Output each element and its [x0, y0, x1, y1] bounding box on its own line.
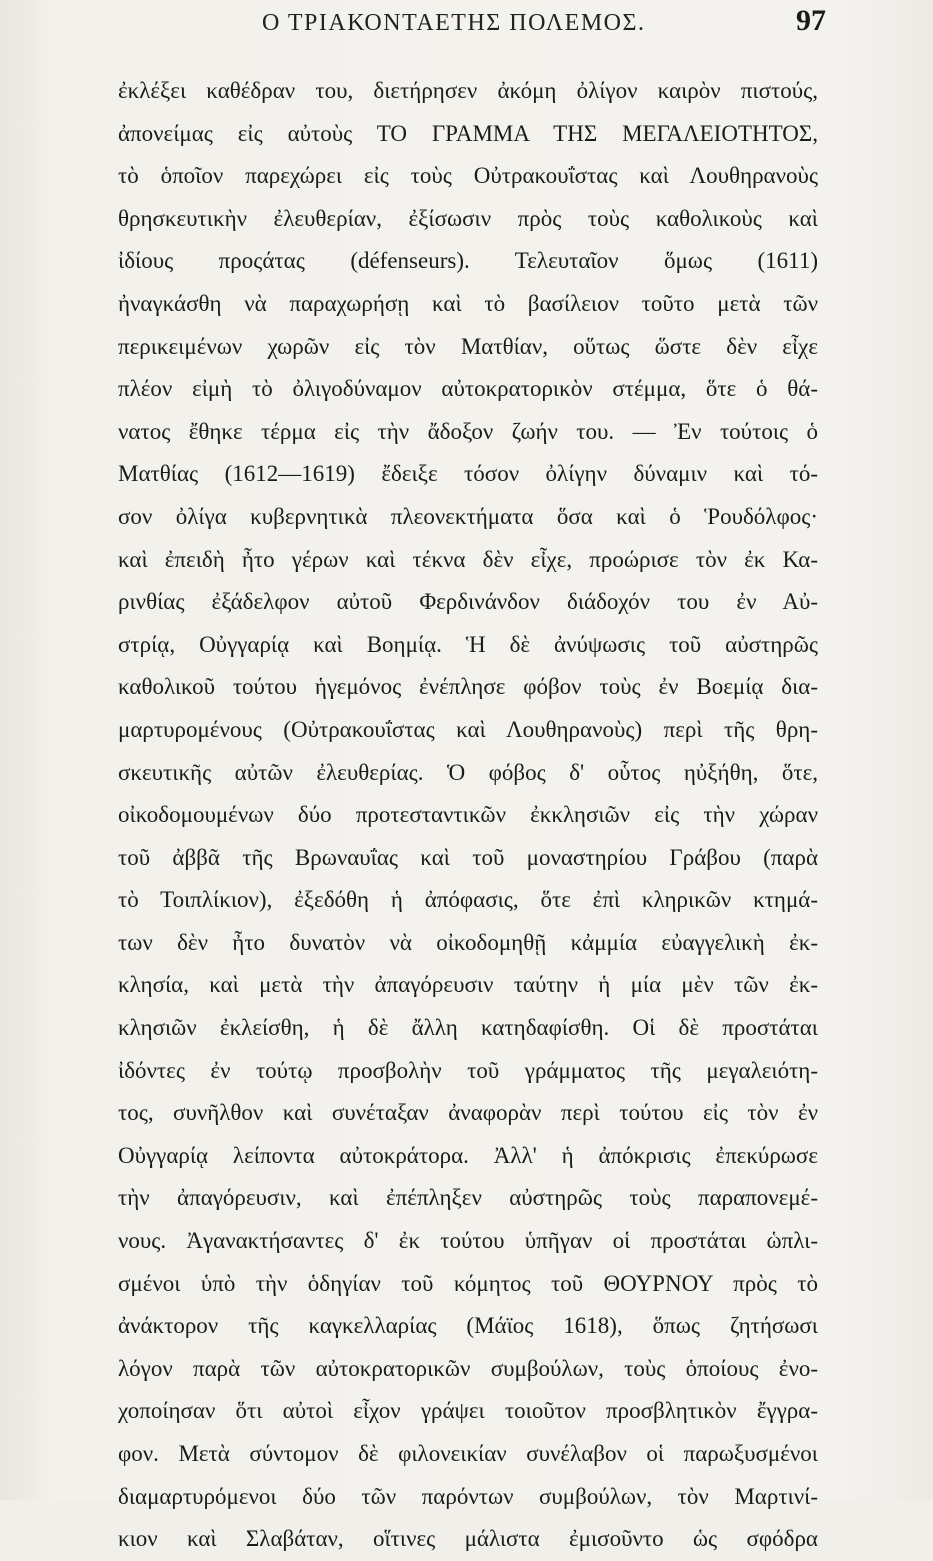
- text-line: ἀπονείμας εἰς αὐτοὺς ΤΟ ΓΡΑΜΜΑ ΤΗΣ ΜΕΓΑΛΕΙΟΤΗΤΟΣ,: [118, 120, 818, 146]
- text-line: καὶ ἐπειδὴ ἦτο γέρων καὶ τέκνα δὲν εἶχε, προώρισε τὸν ἐκ Κα-: [118, 546, 818, 572]
- running-head: Ο ΤΡΙΑΚΟΝΤΑΕΤΗΣ ΠΟΛΕΜΟΣ.: [262, 10, 646, 36]
- text-line: τοῦ ἀββᾶ τῆς Βρωναυΐας καὶ τοῦ μοναστηρίου Γράβου (παρὰ: [118, 844, 818, 870]
- text-line: κλησία, καὶ μετὰ τὴν ἀπαγόρευσιν ταύτην ἡ μία μὲν τῶν ἐκ-: [118, 972, 818, 998]
- text-line: τὴν ἀπαγόρευσιν, καὶ ἐπέπληξεν αὐστηρῶς τοὺς παραπονεμέ-: [118, 1185, 818, 1211]
- text-line: διαμαρτυρόμενοι δύο τῶν παρόντων συμβούλων, τὸν Μαρτινί-: [118, 1483, 818, 1509]
- text-line: περικειμένων χωρῶν εἰς τὸν Ματθίαν, οὕτως ὥστε δὲν εἶχε: [118, 333, 818, 359]
- text-line: κιον καὶ Σλαβάταν, οἵτινες μάλιστα ἐμισοῦντο ὡς σφόδρα: [118, 1526, 818, 1552]
- text-line: τὸ ὁποῖον παρεχώρει εἰς τοὺς Οὐτρακουΐστας καὶ Λουθηρανοὺς: [118, 163, 818, 189]
- page-number: 97: [796, 4, 826, 37]
- text-line: κλησιῶν ἐκλείσθη, ἡ δὲ ἄλλη κατηδαφίσθη. Οἱ δὲ προστάται: [118, 1015, 818, 1041]
- text-line: σκευτικῆς αὐτῶν ἐλευθερίας. Ὁ φόβος δ' οὗτος ηὐξήθη, ὅτε,: [118, 759, 818, 785]
- text-line: σμένοι ὑπὸ τὴν ὁδηγίαν τοῦ κόμητος τοῦ ΘΟΥΡΝΟΥ πρὸς τὸ: [118, 1270, 818, 1296]
- text-line: τος, συνῆλθον καὶ συνέταξαν ἀναφορὰν περὶ τούτου εἰς τὸν ἐν: [118, 1100, 818, 1126]
- text-line: φον. Μετὰ σύντομον δὲ φιλονεικίαν συνέλαβον οἱ παρωξυσμένοι: [118, 1441, 818, 1466]
- text-line: των δὲν ἦτο δυνατὸν νὰ οἰκοδομηθῇ κἀμμία εὐαγγελικὴ ἐκ-: [118, 929, 818, 955]
- text-line: σον ὀλίγα κυβερνητικὰ πλεονεκτήματα ὅσα καὶ ὁ Ῥουδόλφος·: [118, 503, 818, 529]
- text-line: πλέον εἰμὴ τὸ ὀλιγοδύναμον αὐτοκρατορικὸν στέμμα, ὅτε ὁ θά-: [118, 376, 818, 402]
- text-line: θρησκευτικὴν ἐλευθερίαν, ἐξίσωσιν πρὸς τοὺς καθολικοὺς καὶ: [118, 205, 818, 231]
- text-line: Ματθίας (1612—1619) ἔδειξε τόσον ὀλίγην δύναμιν καὶ τό-: [118, 461, 818, 487]
- text-line: στρίᾳ, Οὐγγαρίᾳ καὶ Βοημίᾳ. Ἡ δὲ ἀνύψωσις τοῦ αὐστηρῶς: [118, 631, 818, 657]
- text-line: ἰδόντες ἐν τούτῳ προσβολὴν τοῦ γράμματος τῆς μεγαλειότη-: [118, 1057, 818, 1083]
- text-line: ἰδίους προςάτας (défenseurs). Τελευταῖον ὅμως (1611): [118, 248, 818, 274]
- text-line: ρινθίας ἐξάδελφον αὐτοῦ Φερδινάνδον διάδοχόν του ἐν Αὐ-: [118, 589, 818, 615]
- text-line: καθολικοῦ τούτου ἡγεμόνος ἐνέπλησε φόβον τοὺς ἐν Βοεμίᾳ δια-: [118, 674, 818, 700]
- text-line: ἐκλέξει καθέδραν του, διετήρησεν ἀκόμη ὀλίγον καιρὸν πιστούς,: [118, 78, 818, 103]
- text-line: νατος ἔθηκε τέρμα εἰς τὴν ἄδοξον ζωήν του. — Ἐν τούτοις ὁ: [118, 418, 818, 444]
- text-line: χοποίησαν ὅτι αὐτοὶ εἶχον γράψει τοιοῦτον προσβλητικὸν ἔγγρα-: [118, 1398, 818, 1424]
- text-line: οἰκοδομουμένων δύο προτεσταντικῶν ἐκκλησιῶν εἰς τὴν χώραν: [118, 802, 818, 828]
- text-line: τὸ Τοιπλίκιον), ἐξεδόθη ἡ ἀπόφασις, ὅτε ἐπὶ κληρικῶν κτημά-: [118, 887, 818, 913]
- text-line: Οὐγγαρίᾳ λείποντα αὐτοκράτορα. Ἀλλ' ἡ ἀπόκρισις ἐπεκύρωσε: [118, 1142, 818, 1168]
- body-text: [118, 70, 818, 1561]
- text-line: νους. Ἀγανακτήσαντες δ' ἐκ τούτου ὑπῆγαν οἱ προστάται ὡπλι-: [118, 1228, 818, 1254]
- text-line: ἠναγκάσθη νὰ παραχωρήσῃ καὶ τὸ βασίλειον τοῦτο μετὰ τῶν: [118, 290, 818, 316]
- text-line: ἀνάκτορον τῆς καγκελλαρίας (Μάϊος 1618), ὅπως ζητήσωσι: [118, 1313, 818, 1339]
- text-line: μαρτυρομένους (Οὐτρακουΐστας καὶ Λουθηρανοὺς) περὶ τῆς θρη-: [118, 716, 818, 742]
- text-line: λόγον παρὰ τῶν αὐτοκρατορικῶν συμβούλων, τοὺς ὁποίους ἐνο-: [118, 1355, 818, 1381]
